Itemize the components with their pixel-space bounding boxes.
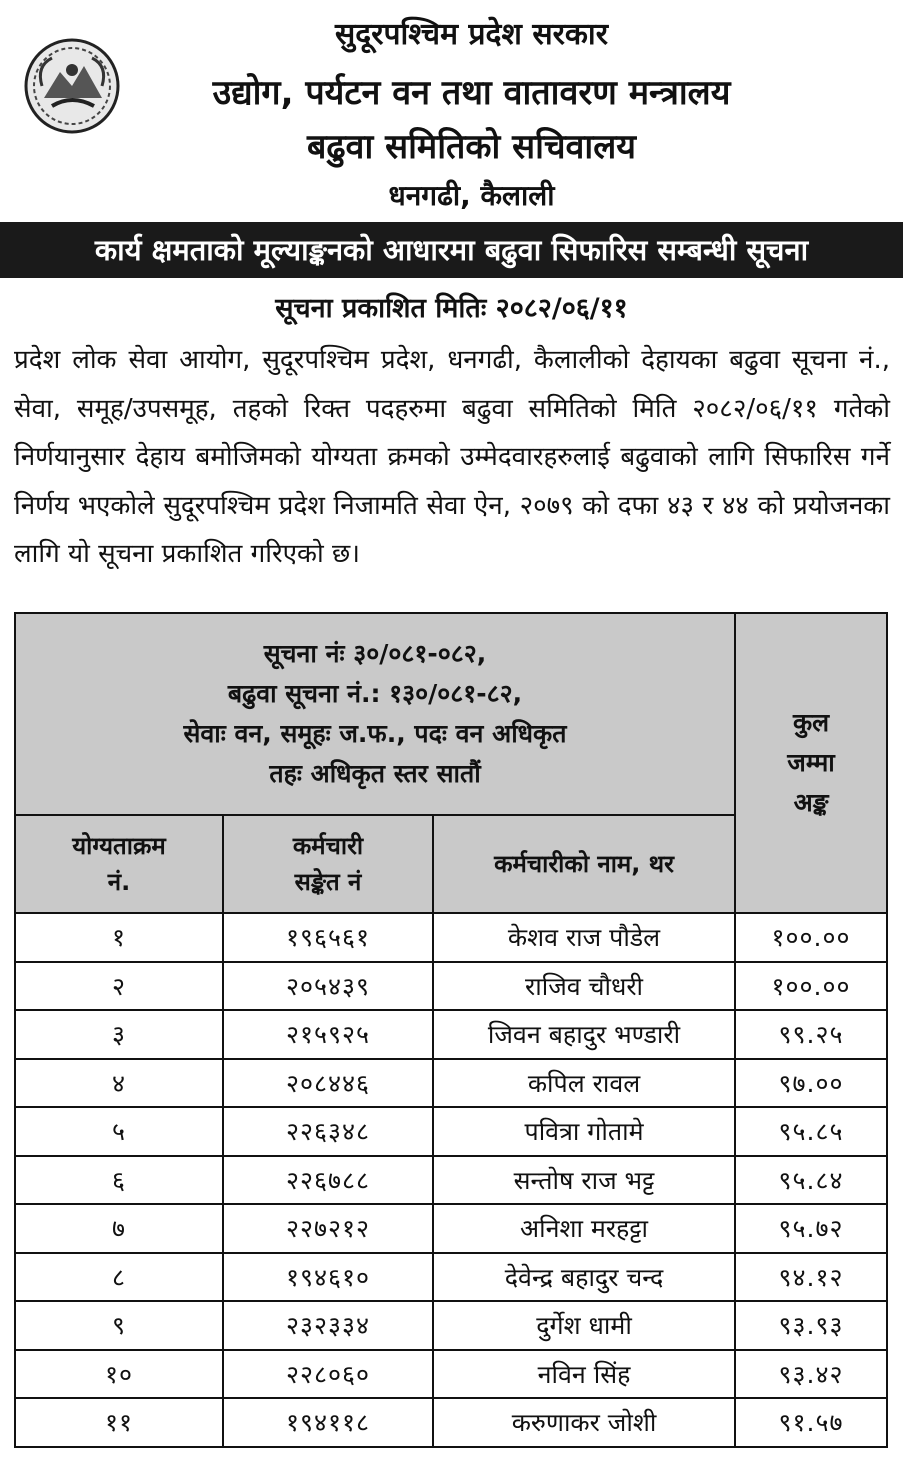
total-header-line: अङ्क [793,788,829,817]
name-cell: जिवन बहादुर भण्डारी [433,1010,735,1059]
total-header-line: जम्मा [787,748,835,777]
rank-cell: ६ [15,1156,223,1205]
name-cell: राजिव चौधरी [433,962,735,1011]
rank-header-line: योग्यताक्रम [72,832,166,860]
office-location: धनगढी, कैलाली [388,179,555,212]
info-line: सूचना नंः ३०/०८१-०८२, [263,639,487,668]
name-cell: पवित्रा गोतामे [433,1107,735,1156]
info-line: सेवाः वन, समूहः ज.फ., पदः वन अधिकृत [183,719,567,748]
score-cell: १००.०० [735,913,887,962]
rank-cell: ९ [15,1301,223,1350]
code-header-line: सङ्केत नं [294,868,362,896]
publication-date: सूचना प्रकाशित मितिः २०८२/०६/११ [275,293,628,324]
rank-cell: १ [15,913,223,962]
rank-cell: ११ [15,1398,223,1447]
code-header-line: कर्मचारी [292,832,364,860]
name-cell: करुणाकर जोशी [433,1398,735,1447]
code-cell: २२६७८८ [223,1156,433,1205]
table-row [15,1398,887,1447]
table-row [15,913,887,962]
table-row [15,1107,887,1156]
table-row [15,1156,887,1205]
score-cell: ९५.८५ [735,1107,887,1156]
notice-info-cell [15,613,735,815]
code-cell: २२८०६० [223,1350,433,1399]
code-cell: २०८४४६ [223,1059,433,1108]
table-row [15,1059,887,1108]
info-line: बढुवा सूचना नं.: १३०/०८१-८२, [227,679,523,708]
name-cell: कपिल रावल [433,1059,735,1108]
rank-header-line: नं. [107,868,131,896]
promotion-table [14,612,888,1448]
total-header-line: कुल [792,708,830,737]
score-cell: ९३.४२ [735,1350,887,1399]
table-row [15,1204,887,1253]
name-cell: दुर्गेश धामी [433,1301,735,1350]
table-row [15,1010,887,1059]
score-cell: ९३.९३ [735,1301,887,1350]
score-cell: १००.०० [735,962,887,1011]
code-cell: १९४११८ [223,1398,433,1447]
code-cell: २३२३३४ [223,1301,433,1350]
name-cell: सन्तोष राज भट्ट [433,1156,735,1205]
rank-cell: २ [15,962,223,1011]
code-cell: १९६५६१ [223,913,433,962]
code-cell: १९४६१० [223,1253,433,1302]
code-cell: २१५९२५ [223,1010,433,1059]
government-name: सुदूरपश्चिम प्रदेश सरकार [335,17,608,52]
rank-cell: ५ [15,1107,223,1156]
score-cell: ९४.१२ [735,1253,887,1302]
score-cell: ९९.२५ [735,1010,887,1059]
rank-cell: ३ [15,1010,223,1059]
rank-header [15,815,223,913]
code-cell: २०५४३९ [223,962,433,1011]
score-cell: ९७.०० [735,1059,887,1108]
table-row [15,1253,887,1302]
name-cell: केशव राज पौडेल [433,913,735,962]
name-cell: अनिशा मरहट्टा [433,1204,735,1253]
secretariat-name: बढुवा समितिको सचिवालय [306,127,637,167]
rank-cell: ७ [15,1204,223,1253]
rank-cell: ४ [15,1059,223,1108]
code-header [223,815,433,913]
table-row [15,962,887,1011]
name-cell: नविन सिंह [433,1350,735,1399]
ministry-name: उद्योग, पर्यटन वन तथा वातावरण मन्त्रालय [212,73,731,113]
score-cell: ९५.७२ [735,1204,887,1253]
notice-title-banner: कार्य क्षमताको मूल्याङ्कनको आधारमा बढुवा सिफारिस सम्बन्धी सूचना [0,222,903,278]
score-cell: ९१.५७ [735,1398,887,1447]
info-line: तहः अधिकृत स्तर सातौं [269,759,481,788]
name-header: कर्मचारीको नाम, थर [433,815,735,913]
rank-cell: १० [15,1350,223,1399]
name-cell: देवेन्द्र बहादुर चन्द [433,1253,735,1302]
letterhead [0,0,903,222]
code-cell: २२६३४८ [223,1107,433,1156]
table-row [15,1350,887,1399]
table-row [15,1301,887,1350]
rank-cell: ८ [15,1253,223,1302]
score-cell: ९५.८४ [735,1156,887,1205]
notice-paragraph: प्रदेश लोक सेवा आयोग, सुदूरपश्चिम प्रदेश, धनगढी, कैलालीको देहायका बढुवा सूचना नं., सेवा, समूह/उपसमूह, तहको रिक्त पदहरुमा बढुवा समितिको मिति २०८२/०६/११ गतेको निर्णयानुसार देहाय बमोजिमको योग्यता क्रमको उम्मेदवारहरुलाई बढुवाको लागि सिफारिस गर्ने निर्णय भएकोले सुदूरपश्चिम प्रदेश निजामति सेवा ऐन, २०७९ को दफा ४३ र ४४ को प्रयोजनका लागि यो सूचना प्रकाशित गरिएको छ। [14,345,890,569]
code-cell: २२७२१२ [223,1204,433,1253]
total-score-header [735,613,887,913]
